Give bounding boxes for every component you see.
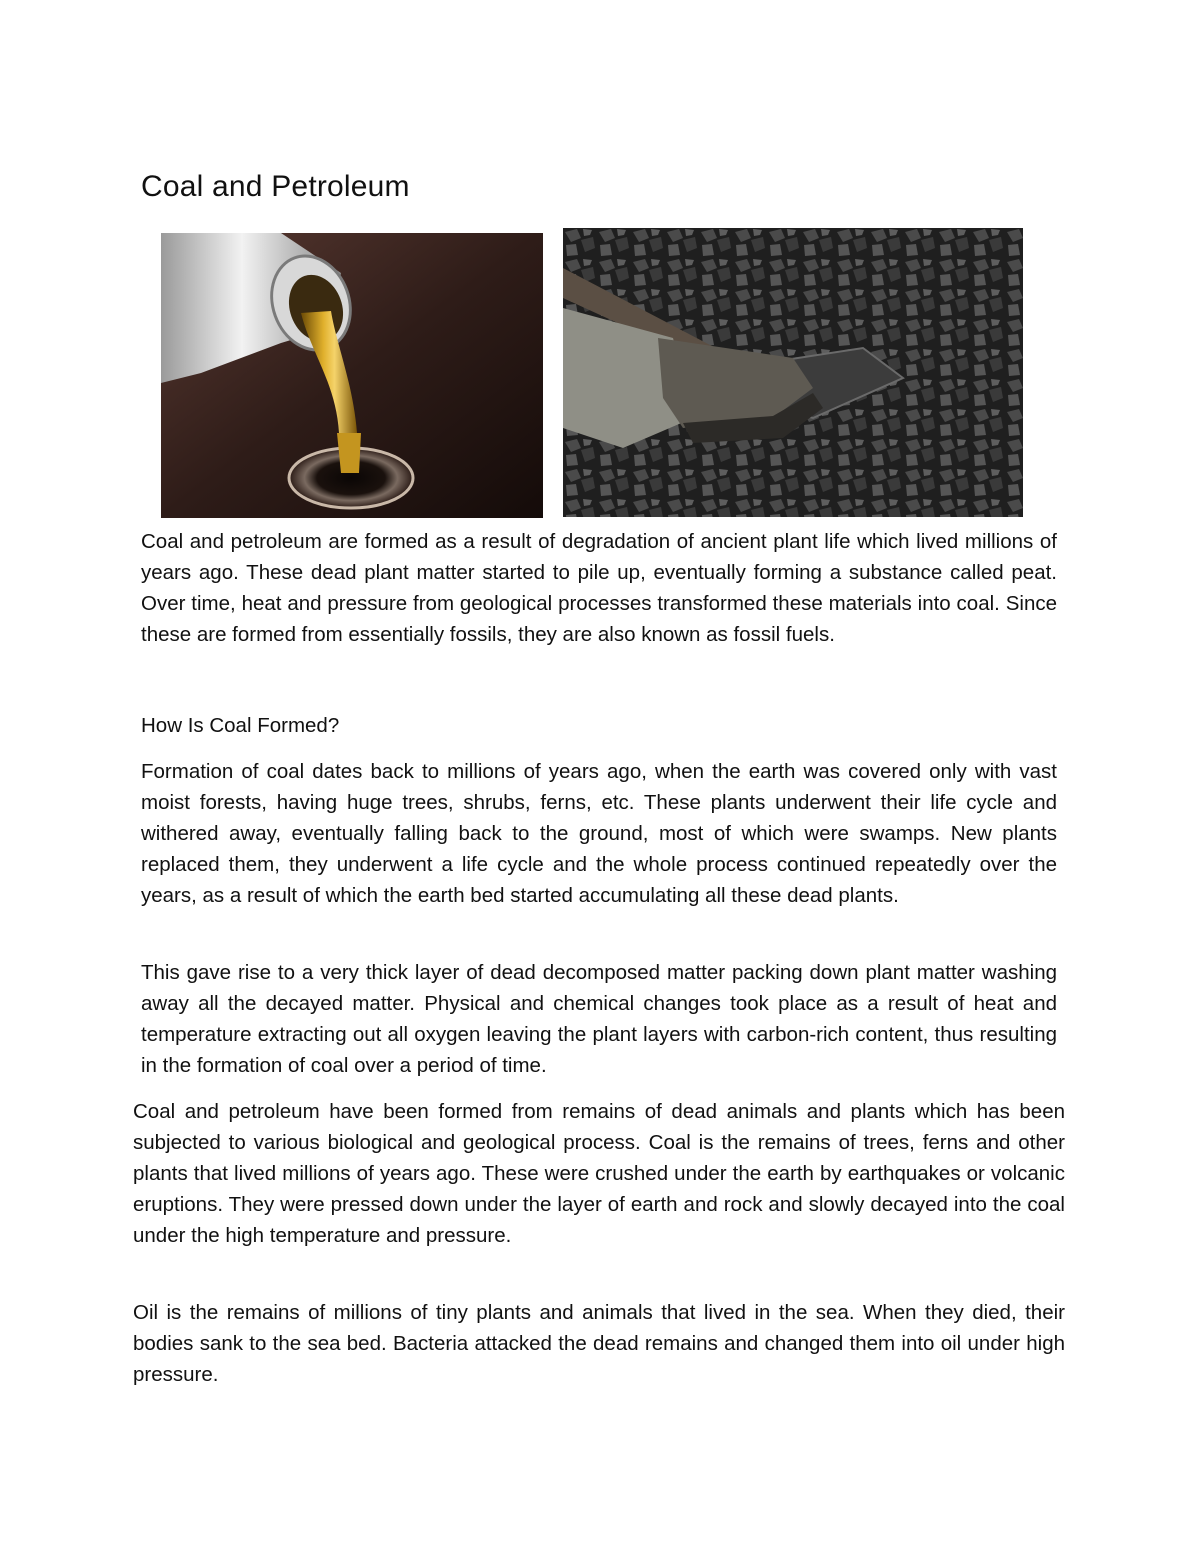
oil-pouring-photo <box>161 233 543 518</box>
intro-paragraph: Coal and petroleum are formed as a result of degradation of ancient plant life which lived millions of years ago. These dead plant matter started to pile up, eventually forming a substance called peat. Over time, heat and pressure from geological processes transformed these materials into coal. Since these are formed from essentially fossils, they are also known as fossil fuels. <box>141 530 1057 646</box>
remains-paragraph: Coal and petroleum have been formed from remains of dead animals and plants which has been subjected to various biological and geological process. Coal is the remains of trees, ferns and other plants that lived millions of years ago. These were crushed under the earth by earthquakes or volcanic eruptions. They were pressed down under the layer of earth and rock and slowly decayed into the coal under the high temperature and pressure. <box>133 1100 1065 1247</box>
oil-paragraph: Oil is the remains of millions of tiny plants and animals that lived in the sea. When they died, their bodies sank to the sea bed. Bacteria attacked the dead remains and changed them into oil under high pressure. <box>133 1301 1065 1386</box>
document-title: Coal and Petroleum <box>141 170 410 203</box>
formation-paragraph-2: This gave rise to a very thick layer of dead decomposed matter packing down plant matter washing away all the decayed matter. Physical and chemical changes took place as a result of heat and temperature extracting out all oxygen leaving the plant layers with carbon-rich content, thus resulting in the formation of coal over a period of time. <box>141 961 1057 1077</box>
coal-shovel-photo <box>563 228 1023 517</box>
section-heading: How Is Coal Formed? <box>141 714 340 737</box>
formation-paragraph-1: Formation of coal dates back to millions of years ago, when the earth was covered only with vast moist forests, having huge trees, shrubs, ferns, etc. These plants underwent their life cycle and withered away, eventually falling back to the ground, most of which were swamps. New plants replaced them, they underwent a life cycle and the whole process continued repeatedly over the years, as a result of which the earth bed started accumulating all these dead plants. <box>141 760 1057 907</box>
